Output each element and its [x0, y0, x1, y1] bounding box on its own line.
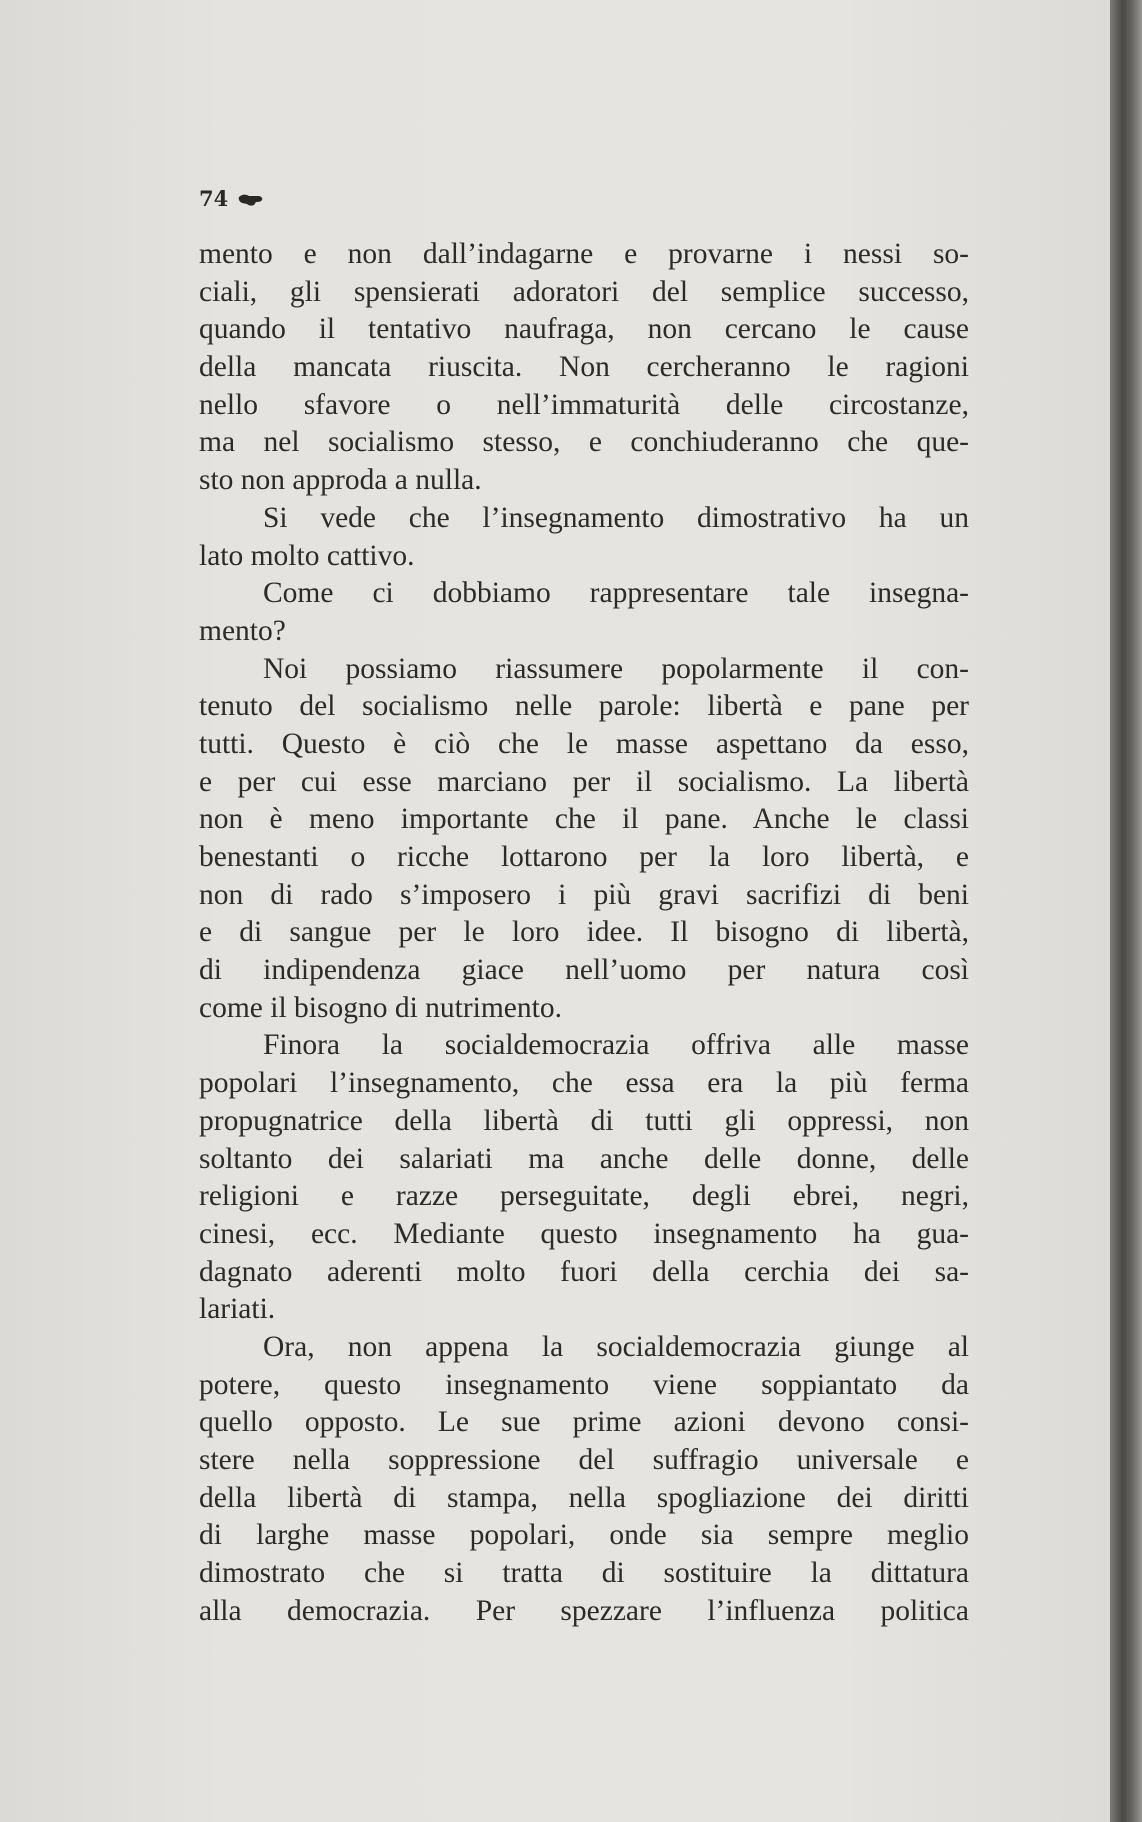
text-line: ma nel socialismo stesso, e conchiuderanno che que- [199, 426, 969, 459]
text-line: quello opposto. Le sue prime azioni devono consi- [199, 1406, 969, 1439]
text-line: popolari l’insegnamento, che essa era la più ferma [199, 1067, 969, 1100]
text-line: di larghe masse popolari, onde sia sempre meglio [199, 1519, 969, 1552]
text-line: Come ci dobbiamo rappresentare tale insegna- [263, 577, 969, 610]
text-line: tenuto del socialismo nelle parole: libertà e pane per [199, 690, 969, 723]
text-line: ciali, gli spensierati adoratori del semplice successo, [199, 275, 969, 308]
text-line: Ora, non appena la socialdemocrazia giunge al [263, 1330, 969, 1363]
text-line: dimostrato che si tratta di sostituire la dittatura [199, 1557, 969, 1590]
text-line: Noi possiamo riassumere popolarmente il con- [263, 652, 969, 685]
text-line: nello sfavore o nell’immaturità delle circostanze, [199, 388, 969, 421]
page-header [199, 186, 264, 211]
text-line: propugnatrice della libertà di tutti gli oppressi, non [199, 1104, 969, 1137]
text-line: cinesi, ecc. Mediante questo insegnamento ha gua- [199, 1217, 969, 1250]
text-line: non è meno importante che il pane. Anche le classi [199, 803, 969, 836]
text-line: tutti. Questo è ciò che le masse aspettano da esso, [199, 727, 969, 760]
text-line: religioni e razze perseguitate, degli ebrei, negri, [199, 1180, 969, 1213]
text-line: dagnato aderenti molto fuori della cerchia dei sa- [199, 1255, 969, 1288]
text-line: lato molto cattivo. [199, 539, 415, 572]
text-line: di indipendenza giace nell’uomo per natura così [199, 954, 969, 987]
text-line: Finora la socialdemocrazia offriva alle masse [263, 1029, 969, 1062]
text-line: alla democrazia. Per spezzare l’influenza politica [199, 1594, 969, 1627]
text-line: e di sangue per le loro idee. Il bisogno di libertà, [199, 916, 969, 949]
body-text [199, 236, 969, 1630]
text-line: della libertà di stampa, nella spogliazione dei diritti [199, 1481, 969, 1514]
text-line: stere nella soppressione del suffragio universale e [199, 1444, 969, 1476]
text-line: e per cui esse marciano per il socialismo. La libertà [199, 765, 969, 798]
text-line: Si vede che l’insegnamento dimostrativo ha un [263, 501, 969, 534]
text-line: sto non approda a nulla. [199, 464, 482, 497]
hand-pointer-ornament-icon [238, 191, 264, 207]
text-line: potere, questo insegnamento viene soppiantato da [199, 1368, 969, 1401]
text-line: come il bisogno di nutrimento. [199, 991, 562, 1024]
book-spine-shadow [1110, 0, 1142, 1822]
text-line: benestanti o ricche lottarono per la loro libertà, e [199, 841, 969, 873]
text-line: mento? [199, 614, 286, 647]
text-line: della mancata riuscita. Non cercheranno le ragioni [199, 351, 969, 384]
page-number: 74 [199, 186, 229, 211]
text-line: mento e non dall’indagarne e provarne i nessi so- [199, 238, 969, 270]
text-line: soltanto dei salariati ma anche delle donne, delle [199, 1142, 969, 1175]
text-line: non di rado s’imposero i più gravi sacrifizi di beni [199, 878, 969, 911]
text-line: quando il tentativo naufraga, non cercano le cause [199, 313, 969, 346]
text-line: lariati. [199, 1293, 276, 1326]
